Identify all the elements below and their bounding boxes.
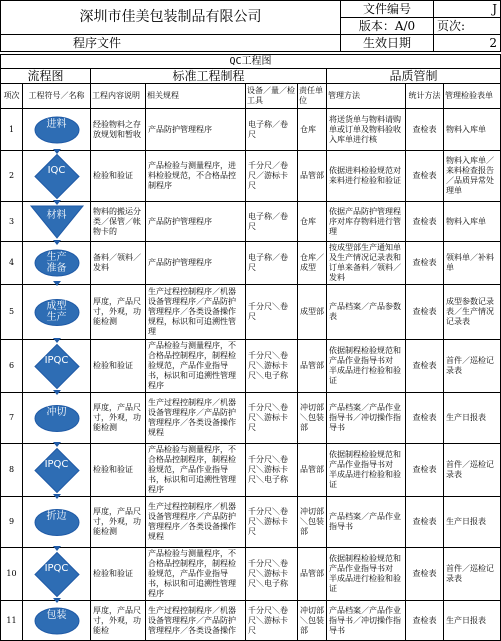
- flow-arrow-icon: [53, 442, 61, 447]
- flow-arrow-icon: [53, 240, 61, 245]
- related-rules: 产品防护管理程序: [146, 242, 246, 285]
- flow-symbol-cell: [23, 242, 91, 285]
- flow-symbol-cell: [23, 151, 91, 202]
- management-method: 依据制程检验规范和产品作业指导书对 半成品进行检验和验证: [327, 340, 406, 393]
- stat-method: 查检表: [406, 393, 444, 444]
- management-method: 产品档案／产品作业指导书: [327, 497, 406, 548]
- item-no: 6: [1, 340, 23, 393]
- stat-method: 查检表: [406, 444, 444, 497]
- related-rules: 产品检验与测量程序，不合格品控制程序，制程检验规范，产品作业指导书，标识和可追溯性管理程序: [146, 444, 246, 497]
- table-row: [1, 151, 501, 202]
- item-no: 3: [1, 202, 23, 242]
- equipment: 千分尺＼卷尺＼游标卡尺: [246, 601, 298, 641]
- flow-step-name: 成型生产: [46, 301, 67, 323]
- management-method: 产品档案／产品作业指导书／冲切操作指导书: [327, 601, 406, 641]
- table-title: QC工程图: [1, 55, 501, 69]
- management-method: 依据产品防护管理程序对库存物料进行管理: [327, 202, 406, 242]
- flow-symbol-cell: [23, 497, 91, 548]
- stat-method: 查检表: [406, 548, 444, 601]
- stat-method: 查检表: [406, 340, 444, 393]
- col-method: 管理方法: [327, 84, 406, 109]
- flow-shape-svg: [23, 152, 91, 201]
- management-method: 依据进料检验规范对 来料进行检验和验证: [327, 151, 406, 202]
- record-form: 生产日报表: [444, 497, 501, 548]
- col-stat-method: 统计方法: [406, 84, 444, 109]
- item-no: 1: [1, 109, 23, 151]
- flow-arrow-icon: [53, 390, 61, 395]
- related-rules: 产品检验与测量程序，不合格品控制程序，制程检验规范，产品作业指导书，标识和可追溯性管理程序: [146, 548, 246, 601]
- related-rules: 生产过程控制程序／机器设备管理程序／产品防护管理程序／各类设备操作规程: [146, 497, 246, 548]
- equipment: 电子称／卷尺: [246, 202, 298, 242]
- item-no: 5: [1, 285, 23, 340]
- program-file-label: 程序文件: [1, 35, 341, 52]
- responsible-dept: 成型部: [298, 285, 327, 340]
- stat-method: 查检表: [406, 151, 444, 202]
- inspection-diamond-shape: [35, 344, 79, 388]
- responsible-dept: 仓库: [298, 109, 327, 151]
- equipment: 千分尺＼卷尺＼游标卡尺＼电子称: [246, 340, 298, 393]
- process-content: 经验物料之存放规划和暂收: [91, 109, 146, 151]
- stat-method: 查检表: [406, 242, 444, 285]
- flow-shape-svg: [23, 110, 91, 150]
- equipment: 千分尺＼卷尺＼游标卡尺＼电子称: [246, 548, 298, 601]
- flow-shape-svg: [23, 203, 91, 241]
- page-label: 页次:: [434, 18, 501, 35]
- item-no: 10: [1, 548, 23, 601]
- flow-step-name: IQC: [47, 165, 66, 176]
- document-header: [0, 0, 501, 52]
- company-name: 深圳市佳美包装制品有限公司: [1, 1, 341, 35]
- related-rules: 生产过程控制程序／机器设备管理程序／产品防护管理程序／各类设备操作规程: [146, 393, 246, 444]
- equipment: 千分尺＼卷尺＼游标卡尺＼电子称: [246, 444, 298, 497]
- table-row: [1, 444, 501, 497]
- table-row: [1, 242, 501, 285]
- flow-symbol-cell: [23, 548, 91, 601]
- stat-method: 查检表: [406, 202, 444, 242]
- equipment: 千分尺／卷尺／游标卡尺: [246, 151, 298, 202]
- flow-arrow-icon: [53, 546, 61, 551]
- table-row: [1, 340, 501, 393]
- flow-symbol-cell: [23, 444, 91, 497]
- flow-shape-svg: [23, 446, 91, 495]
- responsible-dept: 冲切部＼包装部: [298, 393, 327, 444]
- responsible-dept: 品管部: [298, 444, 327, 497]
- management-method: 产品档案／产品作业指导书／冲切操作指导书: [327, 393, 406, 444]
- flow-arrow-icon: [53, 598, 61, 603]
- related-rules: 产品防护管理程序: [146, 202, 246, 242]
- record-form: 首件／巡检记录表: [444, 444, 501, 497]
- stat-method: 查检表: [406, 497, 444, 548]
- effective-date-value: 2: [434, 35, 501, 52]
- table-row: [1, 202, 501, 242]
- equipment: 千分尺＼卷尺＼游标卡尺: [246, 497, 298, 548]
- item-no: 11: [1, 601, 23, 641]
- record-form: 物料入库单: [444, 202, 501, 242]
- related-rules: 生产过程控制程序／机器设备管理程序／产品防护管理程序／各类设备操作规程，标识和可追溯性管理: [146, 285, 246, 340]
- flow-shape-svg: [23, 342, 91, 391]
- flow-symbol-cell: [23, 202, 91, 242]
- flow-step-name: 冲切: [46, 407, 67, 418]
- equipment: 千分尺＼卷尺: [246, 285, 298, 340]
- record-form: 物料入库单／来料检查报告／品质异常处理单: [444, 151, 501, 202]
- stat-method: 查检表: [406, 109, 444, 151]
- qc-process-table: [0, 54, 501, 641]
- responsible-dept: 仓库／成型: [298, 242, 327, 285]
- process-content: 厚度，产品尺寸，外观，功能检测: [91, 393, 146, 444]
- process-content: 检验和验证: [91, 340, 146, 393]
- section-standard: 标准工程制程: [91, 69, 327, 84]
- version-label: 版本：A/0: [341, 18, 434, 35]
- flow-step-name: 生产准备: [46, 252, 67, 274]
- flow-arrow-icon: [53, 338, 61, 343]
- col-item-no: 项次: [1, 84, 23, 109]
- flow-symbol-cell: [23, 109, 91, 151]
- process-content: 厚度，产品尺寸，外观，功能检测: [91, 497, 146, 548]
- table-body: [1, 109, 501, 641]
- col-equipment: 设备／量／检工具: [246, 84, 298, 109]
- management-method: 按成型部生产通知单及生产情况记录表和订单来备料／领料／发料: [327, 242, 406, 285]
- related-rules: 产品检验与测量程序，进料检验规范，不合格品控制程序: [146, 151, 246, 202]
- section-flow: 流程图: [1, 69, 91, 84]
- table-row: [1, 285, 501, 340]
- flow-step-name: IPQC: [44, 459, 69, 470]
- flow-shape-svg: [23, 550, 91, 599]
- inspection-diamond-shape: [35, 448, 79, 492]
- item-no: 4: [1, 242, 23, 285]
- record-form: 生产日报表: [444, 601, 501, 641]
- col-process-content: 工程内容说明: [91, 84, 146, 109]
- flow-symbol-cell: [23, 285, 91, 340]
- related-rules: 产品检验与测量程序，不合格品控制程序，制程检验规范，产品作业指导书，标识和可追溯性管理程序: [146, 340, 246, 393]
- stat-method: 查检表: [406, 601, 444, 641]
- process-content: 检验和验证: [91, 548, 146, 601]
- related-rules: 产品防护管理程序: [146, 109, 246, 151]
- item-no: 2: [1, 151, 23, 202]
- item-no: 7: [1, 393, 23, 444]
- flow-shape-svg: [23, 498, 91, 547]
- management-method: 依据制程检验规范和产品作业指导书对 半成品进行检验和验证: [327, 444, 406, 497]
- table-row: [1, 109, 501, 151]
- management-method: 将送货单与物料请购单或订单及物料验收入库单进行核: [327, 109, 406, 151]
- record-form: 首件／巡检记录表: [444, 340, 501, 393]
- process-content: 物料的搬运分类／保管／帐物卡的: [91, 202, 146, 242]
- stat-method: 查检表: [406, 285, 444, 340]
- responsible-dept: 冲切部＼包装部: [298, 497, 327, 548]
- flow-step-name: 包装: [46, 609, 67, 621]
- responsible-dept: 仓库: [298, 202, 327, 242]
- flow-arrow-icon: [53, 494, 61, 499]
- process-content: 厚度，产品尺寸，外观，功能检: [91, 601, 146, 641]
- item-no: 9: [1, 497, 23, 548]
- process-content: 检验和验证: [91, 151, 146, 202]
- record-form: 成型参数记录表／生产情况记录表: [444, 285, 501, 340]
- responsible-dept: 品管部: [298, 151, 327, 202]
- col-flow-symbol: 工程符号／名称: [23, 84, 91, 109]
- flow-step-name: 折边: [46, 511, 67, 522]
- flow-step-name: IPQC: [44, 563, 69, 574]
- responsible-dept: 品管部: [298, 340, 327, 393]
- process-content: 厚度，产品尺寸，外观，功能检测: [91, 285, 146, 340]
- equipment: 电子称／卷尺: [246, 242, 298, 285]
- table-row: [1, 497, 501, 548]
- record-form: 物料入库单: [444, 109, 501, 151]
- equipment: 电子称／卷尺: [246, 109, 298, 151]
- flow-arrow-icon: [53, 281, 61, 286]
- flow-arrow-icon: [53, 149, 61, 154]
- flow-step-name: 进料: [46, 118, 67, 130]
- table-row: [1, 393, 501, 444]
- flow-step-name: IPQC: [44, 355, 69, 366]
- responsible-dept: 品管部: [298, 548, 327, 601]
- col-rules: 相关规程: [146, 84, 246, 109]
- col-responsible: 责任单位: [298, 84, 327, 109]
- record-form: 领料单／补料单: [444, 242, 501, 285]
- management-method: 产品档案／产品参数表: [327, 285, 406, 340]
- doc-no-label: 文件编号: [341, 1, 434, 18]
- flow-arrow-icon: [53, 200, 61, 205]
- table-row: [1, 601, 501, 641]
- process-content: 备料／领料／发料: [91, 242, 146, 285]
- flow-step-name: 材料: [46, 209, 67, 221]
- process-content: 检验和验证: [91, 444, 146, 497]
- management-method: 依据制程检验规范和产品作业指导书对 半成品进行检验和验证: [327, 548, 406, 601]
- item-no: 8: [1, 444, 23, 497]
- inspection-diamond-shape: [35, 154, 79, 198]
- flow-shape-svg: [23, 602, 91, 640]
- flow-shape-svg: [23, 394, 91, 443]
- flow-symbol-cell: [23, 340, 91, 393]
- flow-symbol-cell: [23, 601, 91, 641]
- related-rules: 生产过程控制程序／机器设备管理程序／产品防护管理程序／各类设备操作: [146, 601, 246, 641]
- effective-date-label: 生效日期: [341, 35, 434, 52]
- equipment: 千分尺＼卷尺＼游标卡尺: [246, 393, 298, 444]
- table-row: [1, 548, 501, 601]
- record-form: 生产日报表: [444, 393, 501, 444]
- doc-no-value: J: [434, 1, 501, 18]
- record-form: 首件／巡检记录表: [444, 548, 501, 601]
- inspection-diamond-shape: [35, 552, 79, 596]
- responsible-dept: 冲切部＼包装部: [298, 601, 327, 641]
- flow-symbol-cell: [23, 393, 91, 444]
- col-record: 管理检验表单: [444, 84, 501, 109]
- section-quality: 品质管制: [327, 69, 501, 84]
